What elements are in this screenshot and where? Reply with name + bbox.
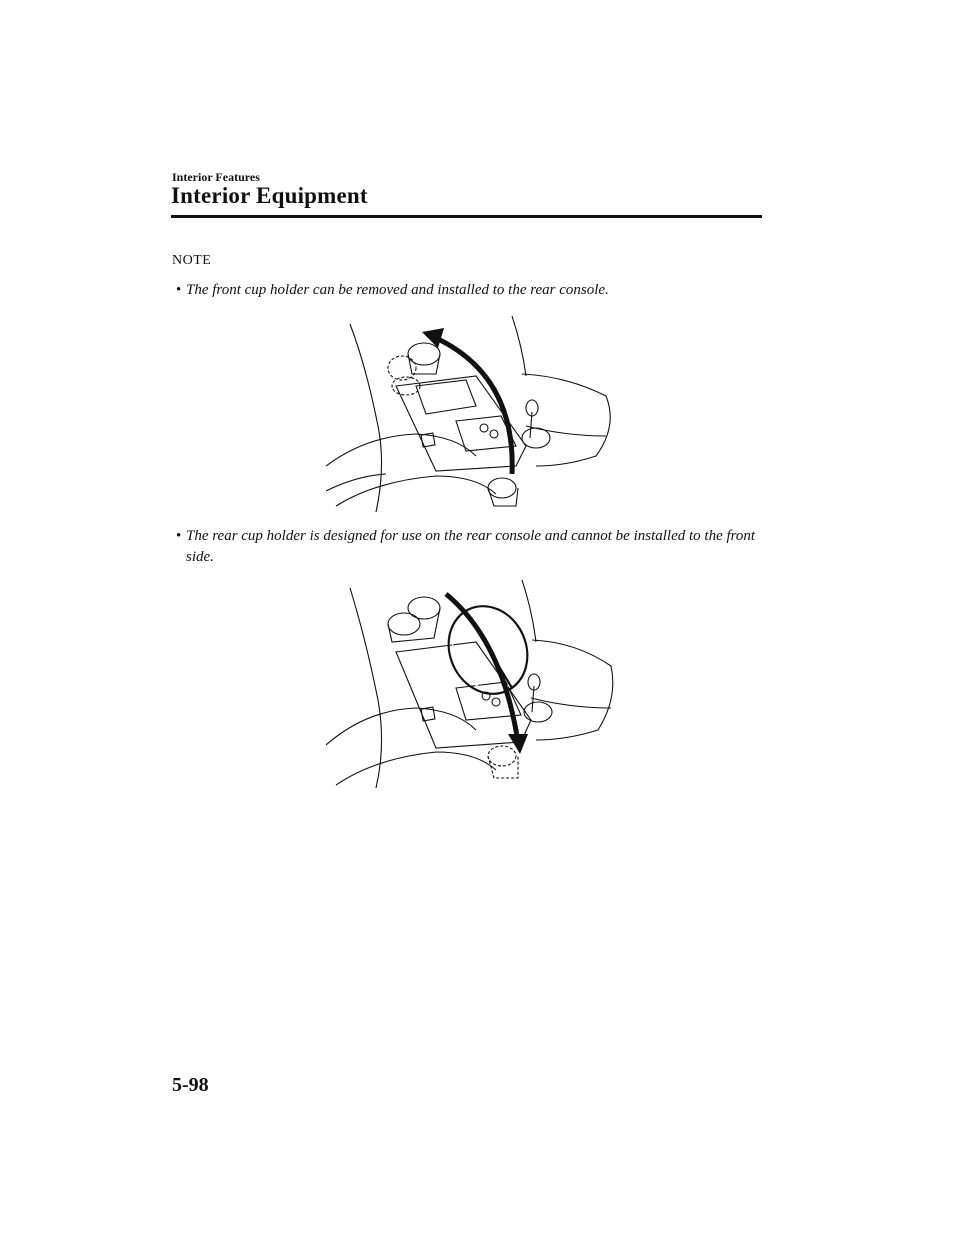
section-label: Interior Features — [172, 170, 260, 184]
note-label: NOTE — [172, 253, 212, 268]
rear-cup-holder-prohibited-illustration — [326, 580, 616, 788]
bullet-dot: • — [176, 528, 182, 544]
front-cup-holder-move-illustration — [326, 316, 616, 512]
title-rule — [171, 215, 762, 218]
note-bullet-1 — [176, 280, 766, 301]
note-bullet-text-2: The rear cup holder is designed for use on the rear console and cannot be installed to the front side. — [186, 528, 756, 565]
note-bullet-text-1: The front cup holder can be removed and installed to the rear console. — [186, 282, 609, 298]
page-title: Interior Equipment — [171, 183, 368, 208]
page-number: 5-98 — [172, 1074, 209, 1096]
bullet-dot: • — [176, 282, 182, 298]
note-bullet-2 — [176, 526, 766, 568]
